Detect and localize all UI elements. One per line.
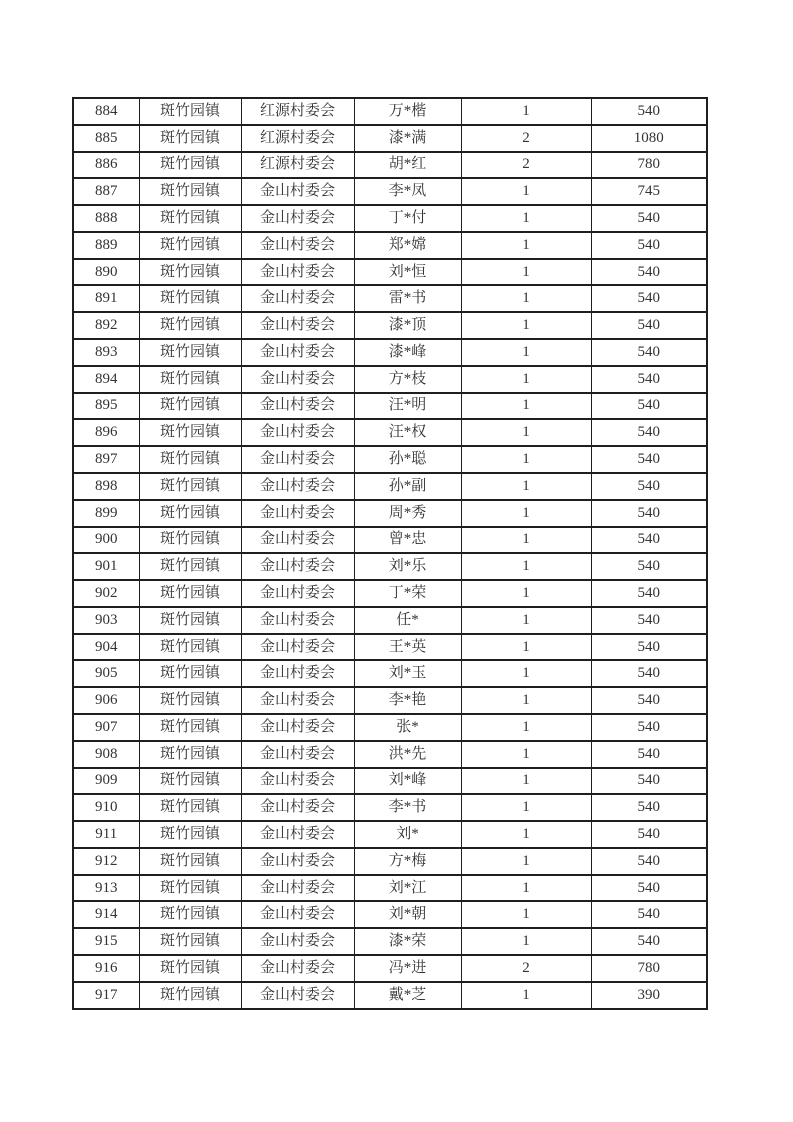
table-row <box>73 178 707 205</box>
person-name-cell: 方*梅 <box>354 848 461 875</box>
town-cell: 斑竹园镇 <box>139 393 241 420</box>
person-count-cell: 1 <box>461 768 591 795</box>
town-cell: 斑竹园镇 <box>139 553 241 580</box>
person-name-cell: 万*楷 <box>354 98 461 125</box>
amount-cell: 540 <box>591 741 707 768</box>
village-committee-cell: 红源村委会 <box>241 125 354 152</box>
village-committee-cell: 金山村委会 <box>241 419 354 446</box>
person-count-cell: 1 <box>461 473 591 500</box>
amount-cell: 390 <box>591 982 707 1009</box>
amount-cell: 1080 <box>591 125 707 152</box>
person-name-cell: 戴*芝 <box>354 982 461 1009</box>
town-cell: 斑竹园镇 <box>139 982 241 1009</box>
serial-number-cell: 916 <box>73 955 139 982</box>
town-cell: 斑竹园镇 <box>139 901 241 928</box>
town-cell: 斑竹园镇 <box>139 821 241 848</box>
town-cell: 斑竹园镇 <box>139 660 241 687</box>
serial-number-cell: 913 <box>73 875 139 902</box>
person-count-cell: 1 <box>461 446 591 473</box>
person-count-cell: 1 <box>461 928 591 955</box>
person-count-cell: 1 <box>461 794 591 821</box>
village-committee-cell: 金山村委会 <box>241 580 354 607</box>
table-row <box>73 821 707 848</box>
amount-cell: 540 <box>591 901 707 928</box>
amount-cell: 540 <box>591 634 707 661</box>
town-cell: 斑竹园镇 <box>139 98 241 125</box>
town-cell: 斑竹园镇 <box>139 152 241 179</box>
amount-cell: 540 <box>591 848 707 875</box>
person-name-cell: 汪*权 <box>354 419 461 446</box>
serial-number-cell: 907 <box>73 714 139 741</box>
amount-cell: 540 <box>591 687 707 714</box>
town-cell: 斑竹园镇 <box>139 714 241 741</box>
person-name-cell: 冯*进 <box>354 955 461 982</box>
person-name-cell: 方*枝 <box>354 366 461 393</box>
amount-cell: 540 <box>591 339 707 366</box>
town-cell: 斑竹园镇 <box>139 687 241 714</box>
table-row <box>73 500 707 527</box>
person-name-cell: 胡*红 <box>354 152 461 179</box>
table-row <box>73 580 707 607</box>
amount-cell: 540 <box>591 821 707 848</box>
person-count-cell: 1 <box>461 98 591 125</box>
amount-cell: 540 <box>591 553 707 580</box>
village-committee-cell: 金山村委会 <box>241 660 354 687</box>
person-name-cell: 漆*荣 <box>354 928 461 955</box>
serial-number-cell: 899 <box>73 500 139 527</box>
amount-cell: 540 <box>591 714 707 741</box>
town-cell: 斑竹园镇 <box>139 473 241 500</box>
village-committee-cell: 金山村委会 <box>241 553 354 580</box>
amount-cell: 540 <box>591 500 707 527</box>
person-name-cell: 刘*乐 <box>354 553 461 580</box>
village-committee-cell: 金山村委会 <box>241 607 354 634</box>
town-cell: 斑竹园镇 <box>139 955 241 982</box>
person-count-cell: 1 <box>461 500 591 527</box>
person-name-cell: 丁*荣 <box>354 580 461 607</box>
serial-number-cell: 892 <box>73 312 139 339</box>
table-row <box>73 259 707 286</box>
person-count-cell: 1 <box>461 848 591 875</box>
table-row <box>73 125 707 152</box>
town-cell: 斑竹园镇 <box>139 446 241 473</box>
serial-number-cell: 895 <box>73 393 139 420</box>
serial-number-cell: 884 <box>73 98 139 125</box>
village-committee-cell: 金山村委会 <box>241 714 354 741</box>
person-count-cell: 2 <box>461 125 591 152</box>
village-committee-cell: 金山村委会 <box>241 527 354 554</box>
person-name-cell: 孙*聪 <box>354 446 461 473</box>
village-committee-cell: 金山村委会 <box>241 232 354 259</box>
table-row <box>73 152 707 179</box>
person-count-cell: 1 <box>461 634 591 661</box>
table-row <box>73 312 707 339</box>
table-row <box>73 607 707 634</box>
town-cell: 斑竹园镇 <box>139 848 241 875</box>
table-row <box>73 553 707 580</box>
person-name-cell: 刘*朝 <box>354 901 461 928</box>
person-name-cell: 漆*满 <box>354 125 461 152</box>
person-name-cell: 李*艳 <box>354 687 461 714</box>
serial-number-cell: 901 <box>73 553 139 580</box>
town-cell: 斑竹园镇 <box>139 527 241 554</box>
table-row <box>73 98 707 125</box>
village-committee-cell: 金山村委会 <box>241 928 354 955</box>
amount-cell: 540 <box>591 607 707 634</box>
table-row <box>73 527 707 554</box>
person-name-cell: 刘* <box>354 821 461 848</box>
table-row <box>73 339 707 366</box>
village-committee-cell: 金山村委会 <box>241 312 354 339</box>
amount-cell: 540 <box>591 259 707 286</box>
person-name-cell: 汪*明 <box>354 393 461 420</box>
town-cell: 斑竹园镇 <box>139 259 241 286</box>
serial-number-cell: 903 <box>73 607 139 634</box>
table-row <box>73 955 707 982</box>
serial-number-cell: 894 <box>73 366 139 393</box>
serial-number-cell: 887 <box>73 178 139 205</box>
amount-cell: 540 <box>591 928 707 955</box>
village-committee-cell: 金山村委会 <box>241 741 354 768</box>
person-count-cell: 1 <box>461 660 591 687</box>
person-name-cell: 丁*付 <box>354 205 461 232</box>
table-row <box>73 285 707 312</box>
person-name-cell: 刘*江 <box>354 875 461 902</box>
village-committee-cell: 金山村委会 <box>241 901 354 928</box>
table-row <box>73 205 707 232</box>
village-committee-cell: 金山村委会 <box>241 473 354 500</box>
person-name-cell: 李*凤 <box>354 178 461 205</box>
town-cell: 斑竹园镇 <box>139 875 241 902</box>
person-count-cell: 1 <box>461 714 591 741</box>
village-committee-cell: 金山村委会 <box>241 982 354 1009</box>
town-cell: 斑竹园镇 <box>139 500 241 527</box>
person-count-cell: 1 <box>461 339 591 366</box>
village-committee-cell: 金山村委会 <box>241 285 354 312</box>
person-name-cell: 漆*峰 <box>354 339 461 366</box>
amount-cell: 780 <box>591 955 707 982</box>
person-count-cell: 1 <box>461 232 591 259</box>
town-cell: 斑竹园镇 <box>139 205 241 232</box>
serial-number-cell: 906 <box>73 687 139 714</box>
table-row <box>73 473 707 500</box>
table-row <box>73 446 707 473</box>
amount-cell: 540 <box>591 393 707 420</box>
table-row <box>73 419 707 446</box>
town-cell: 斑竹园镇 <box>139 232 241 259</box>
village-committee-cell: 金山村委会 <box>241 768 354 795</box>
person-count-cell: 1 <box>461 312 591 339</box>
table-body <box>73 98 707 1009</box>
person-count-cell: 1 <box>461 875 591 902</box>
amount-cell: 540 <box>591 473 707 500</box>
amount-cell: 780 <box>591 152 707 179</box>
town-cell: 斑竹园镇 <box>139 580 241 607</box>
amount-cell: 540 <box>591 232 707 259</box>
person-name-cell: 刘*峰 <box>354 768 461 795</box>
town-cell: 斑竹园镇 <box>139 339 241 366</box>
person-count-cell: 1 <box>461 178 591 205</box>
village-committee-cell: 红源村委会 <box>241 152 354 179</box>
village-committee-cell: 金山村委会 <box>241 205 354 232</box>
village-committee-cell: 金山村委会 <box>241 259 354 286</box>
village-committee-cell: 金山村委会 <box>241 794 354 821</box>
serial-number-cell: 889 <box>73 232 139 259</box>
amount-cell: 745 <box>591 178 707 205</box>
village-committee-cell: 红源村委会 <box>241 98 354 125</box>
serial-number-cell: 886 <box>73 152 139 179</box>
person-name-cell: 王*英 <box>354 634 461 661</box>
town-cell: 斑竹园镇 <box>139 285 241 312</box>
table-row <box>73 848 707 875</box>
town-cell: 斑竹园镇 <box>139 607 241 634</box>
serial-number-cell: 890 <box>73 259 139 286</box>
amount-cell: 540 <box>591 205 707 232</box>
serial-number-cell: 891 <box>73 285 139 312</box>
table-row <box>73 875 707 902</box>
amount-cell: 540 <box>591 98 707 125</box>
village-committee-cell: 金山村委会 <box>241 393 354 420</box>
town-cell: 斑竹园镇 <box>139 768 241 795</box>
person-count-cell: 1 <box>461 821 591 848</box>
person-count-cell: 1 <box>461 741 591 768</box>
person-name-cell: 任* <box>354 607 461 634</box>
village-committee-cell: 金山村委会 <box>241 366 354 393</box>
town-cell: 斑竹园镇 <box>139 366 241 393</box>
serial-number-cell: 908 <box>73 741 139 768</box>
table-row <box>73 901 707 928</box>
amount-cell: 540 <box>591 794 707 821</box>
village-committee-cell: 金山村委会 <box>241 500 354 527</box>
serial-number-cell: 893 <box>73 339 139 366</box>
town-cell: 斑竹园镇 <box>139 928 241 955</box>
town-cell: 斑竹园镇 <box>139 741 241 768</box>
table-row <box>73 794 707 821</box>
table-row <box>73 714 707 741</box>
amount-cell: 540 <box>591 580 707 607</box>
person-count-cell: 1 <box>461 553 591 580</box>
person-count-cell: 1 <box>461 285 591 312</box>
serial-number-cell: 905 <box>73 660 139 687</box>
amount-cell: 540 <box>591 875 707 902</box>
person-name-cell: 雷*书 <box>354 285 461 312</box>
town-cell: 斑竹园镇 <box>139 794 241 821</box>
person-count-cell: 2 <box>461 955 591 982</box>
table-row <box>73 768 707 795</box>
town-cell: 斑竹园镇 <box>139 312 241 339</box>
town-cell: 斑竹园镇 <box>139 634 241 661</box>
amount-cell: 540 <box>591 660 707 687</box>
person-name-cell: 孙*副 <box>354 473 461 500</box>
person-name-cell: 李*书 <box>354 794 461 821</box>
person-count-cell: 2 <box>461 152 591 179</box>
serial-number-cell: 911 <box>73 821 139 848</box>
village-committee-cell: 金山村委会 <box>241 634 354 661</box>
village-committee-cell: 金山村委会 <box>241 687 354 714</box>
person-name-cell: 刘*玉 <box>354 660 461 687</box>
person-count-cell: 1 <box>461 982 591 1009</box>
table-row <box>73 660 707 687</box>
table-row <box>73 366 707 393</box>
table-row <box>73 982 707 1009</box>
person-count-cell: 1 <box>461 259 591 286</box>
serial-number-cell: 898 <box>73 473 139 500</box>
table-row <box>73 687 707 714</box>
person-name-cell: 周*秀 <box>354 500 461 527</box>
amount-cell: 540 <box>591 768 707 795</box>
person-name-cell: 郑*嫦 <box>354 232 461 259</box>
table-row <box>73 634 707 661</box>
person-name-cell: 漆*顶 <box>354 312 461 339</box>
amount-cell: 540 <box>591 446 707 473</box>
village-committee-cell: 金山村委会 <box>241 875 354 902</box>
person-count-cell: 1 <box>461 901 591 928</box>
village-committee-cell: 金山村委会 <box>241 178 354 205</box>
serial-number-cell: 910 <box>73 794 139 821</box>
amount-cell: 540 <box>591 527 707 554</box>
town-cell: 斑竹园镇 <box>139 178 241 205</box>
town-cell: 斑竹园镇 <box>139 419 241 446</box>
village-committee-cell: 金山村委会 <box>241 339 354 366</box>
town-cell: 斑竹园镇 <box>139 125 241 152</box>
serial-number-cell: 900 <box>73 527 139 554</box>
person-count-cell: 1 <box>461 419 591 446</box>
person-count-cell: 1 <box>461 366 591 393</box>
amount-cell: 540 <box>591 366 707 393</box>
person-count-cell: 1 <box>461 687 591 714</box>
person-count-cell: 1 <box>461 205 591 232</box>
amount-cell: 540 <box>591 419 707 446</box>
serial-number-cell: 904 <box>73 634 139 661</box>
person-count-cell: 1 <box>461 527 591 554</box>
person-name-cell: 洪*先 <box>354 741 461 768</box>
serial-number-cell: 902 <box>73 580 139 607</box>
serial-number-cell: 909 <box>73 768 139 795</box>
serial-number-cell: 915 <box>73 928 139 955</box>
amount-cell: 540 <box>591 312 707 339</box>
amount-cell: 540 <box>591 285 707 312</box>
table-row <box>73 232 707 259</box>
serial-number-cell: 917 <box>73 982 139 1009</box>
payment-roster-table <box>72 97 708 1010</box>
serial-number-cell: 896 <box>73 419 139 446</box>
table-row <box>73 928 707 955</box>
person-name-cell: 刘*恒 <box>354 259 461 286</box>
serial-number-cell: 888 <box>73 205 139 232</box>
village-committee-cell: 金山村委会 <box>241 446 354 473</box>
serial-number-cell: 897 <box>73 446 139 473</box>
table-row <box>73 393 707 420</box>
serial-number-cell: 912 <box>73 848 139 875</box>
person-name-cell: 张* <box>354 714 461 741</box>
person-count-cell: 1 <box>461 607 591 634</box>
table-row <box>73 741 707 768</box>
village-committee-cell: 金山村委会 <box>241 848 354 875</box>
village-committee-cell: 金山村委会 <box>241 955 354 982</box>
serial-number-cell: 914 <box>73 901 139 928</box>
village-committee-cell: 金山村委会 <box>241 821 354 848</box>
serial-number-cell: 885 <box>73 125 139 152</box>
person-name-cell: 曾*忠 <box>354 527 461 554</box>
person-count-cell: 1 <box>461 393 591 420</box>
person-count-cell: 1 <box>461 580 591 607</box>
